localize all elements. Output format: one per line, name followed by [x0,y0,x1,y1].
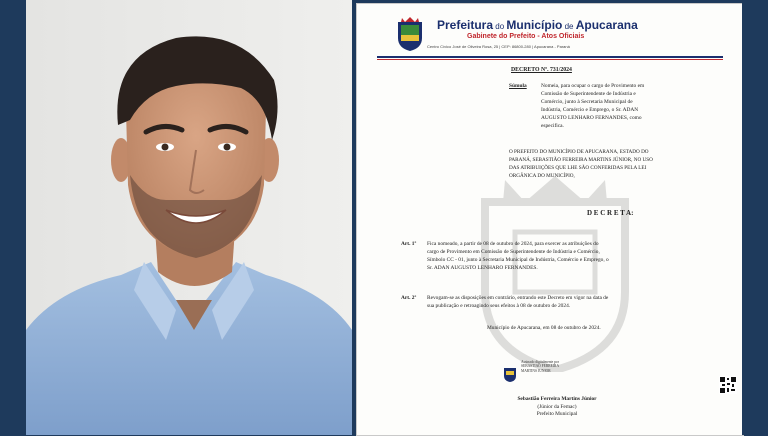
sumula-label: Súmula [509,83,527,89]
decree-document [356,3,744,436]
sumula-text: Nomeia, para ocupar o cargo de Provimento em Comissão de Superintendente de Indústria e Comércio, junto à Secretaria Municipal de Indústria, Comércio e Emprego, o Sr. ADAN AUGUSTO LENHARO FERNANDES, como especifica. [541,83,645,129]
place-date: Município de Apucarana, em 08 de outubro de 2024. [487,325,601,331]
portrait-photo [26,0,352,435]
digital-signature-stamp [503,360,603,390]
header-subtitle: Gabinete do Prefeito - Atos Oficiais [467,33,585,40]
right-frame [742,0,768,435]
qr-code-icon [719,376,737,394]
decree-number: DECRETO Nº. 731/2024 [511,67,572,73]
signer-role: Prefeito Municipal [536,411,578,417]
preamble: O PREFEITO DO MUNICÍPIO DE APUCARANA, ESTADO DO PARANÁ, SEBASTIÃO FERREIRA MARTINS JÚNIOR, NO USO DAS ATRIBUIÇÕES QUE LHE SÃO CONFERIDAS PELA LEI ORGÂNICA DO MUNICÍPIO, [509,149,653,179]
city-crest-icon [395,16,425,52]
signature-block [497,396,617,419]
decreta-heading: D E C R E T A: [587,209,634,217]
header-rule [377,56,723,58]
header-title: Prefeitura do Município de Apucarana [437,18,638,32]
header-rule-accent [377,59,723,60]
article-1-text: Fica nomeado, a partir de 08 de outubro de 2024, para exercer as atribuições do cargo de Provimento em Comissão de Superintendente de Indústria e Comércio, Símbolo CC - 01, junto à Secretaria Municipal de Indústria, Comércio e Emprego, o Sr. ADAN AUGUSTO LENHARO FERNANDES. [427,241,609,271]
signer-nickname: (Júnior da Femac) [537,403,577,410]
crest-watermark-icon [475,172,635,372]
article-2-label: Art. 2º [401,295,417,301]
article-1-label: Art. 1º [401,241,417,247]
left-frame [0,0,26,435]
signer-name: Sebastião Ferreira Martins Júnior [517,396,597,402]
document-header [357,12,743,58]
article-2-text: Revogam-se as disposições em contrário, entrando este Decreto em vigor na data de sua publicação e retroagindo seus efeitos à 08 de outubro de 2024. [427,295,609,309]
signature-seal-icon [503,366,517,382]
stamp-text: Assinado digitalmente por SEBASTIAO FERREIRA MARTINS JUNIOR [521,360,560,373]
header-address: Centro Cívico José de Oliveira Rosa, 25 | CEP: 86800-280 | Apucarana - Paraná [427,44,570,49]
